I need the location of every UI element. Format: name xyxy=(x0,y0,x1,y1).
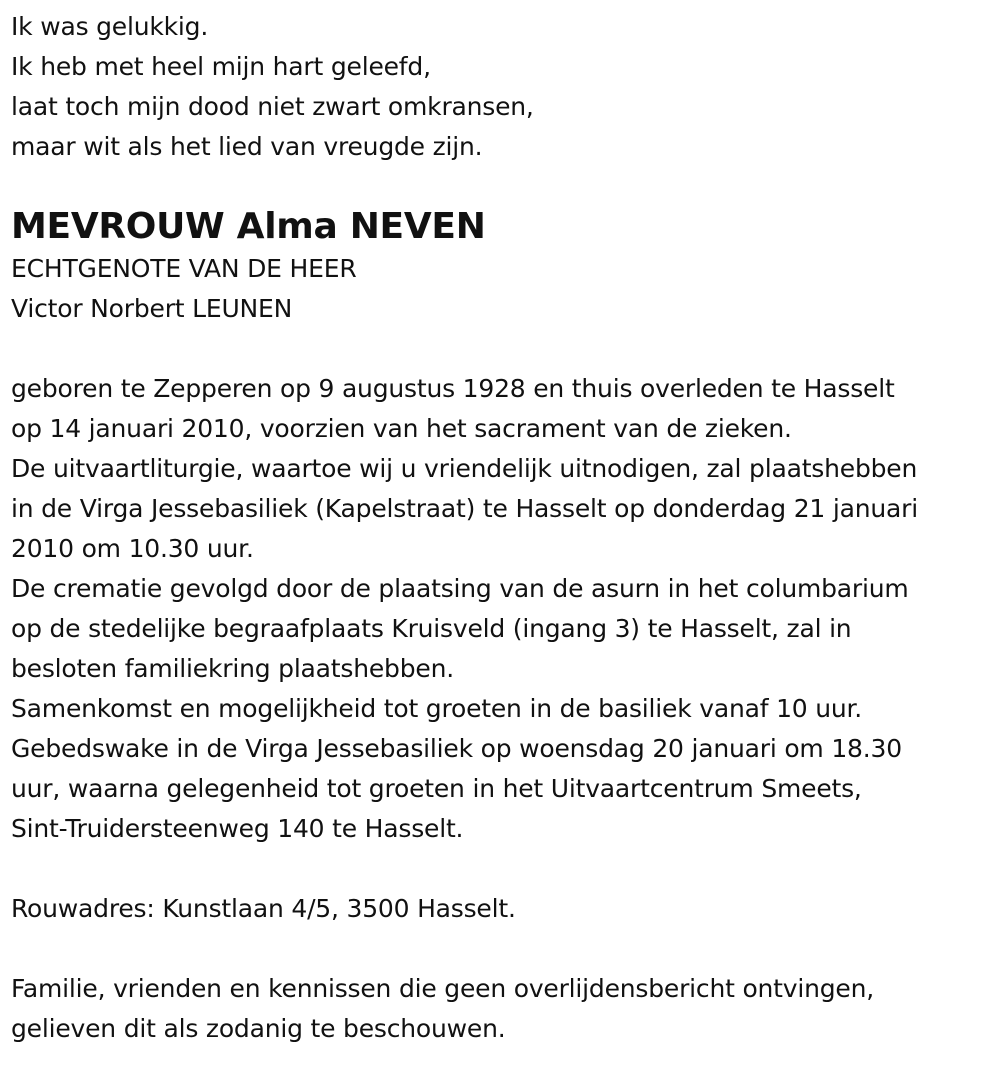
announcement-line: uur, waarna gelegenheid tot groeten in het Uitvaartcentrum Smeets, xyxy=(11,774,862,803)
announcement-line: in de Virga Jessebasiliek (Kapelstraat) te Hasselt op donderdag 21 januari xyxy=(11,494,918,523)
spacer xyxy=(11,329,1000,369)
poem-line: Ik was gelukkig. xyxy=(11,12,209,41)
closing-line: gelieven dit als zodanig te beschouwen. xyxy=(11,1014,506,1043)
mourning-address xyxy=(11,889,1000,929)
spouse-name: Victor Norbert LEUNEN xyxy=(11,294,293,323)
announcement-line: De crematie gevolgd door de plaatsing van de asurn in het columbarium xyxy=(11,574,909,603)
deceased-name: MEVROUW Alma NEVEN xyxy=(11,206,486,247)
heading-block xyxy=(11,203,1000,329)
announcement-line: geboren te Zepperen op 9 augustus 1928 en thuis overleden te Hasselt xyxy=(11,374,895,403)
announcement-line: Sint-Truidersteenweg 140 te Hasselt. xyxy=(11,814,464,843)
mourning-address-line: Rouwadres: Kunstlaan 4/5, 3500 Hasselt. xyxy=(11,894,516,923)
closing-note xyxy=(11,969,1000,1049)
spacer xyxy=(11,849,1000,889)
announcement-line: besloten familiekring plaatshebben. xyxy=(11,654,454,683)
announcement-line: Samenkomst en mogelijkheid tot groeten in de basiliek vanaf 10 uur. xyxy=(11,694,863,723)
poem-line: laat toch mijn dood niet zwart omkransen, xyxy=(11,92,534,121)
announcement-line: 2010 om 10.30 uur. xyxy=(11,534,254,563)
announcement-text xyxy=(11,369,1000,849)
announcement-line: op de stedelijke begraafplaats Kruisveld (ingang 3) te Hasselt, zal in xyxy=(11,614,852,643)
closing-line: Familie, vrienden en kennissen die geen overlijdensbericht ontvingen, xyxy=(11,974,875,1003)
announcement-line: Gebedswake in de Virga Jessebasiliek op woensdag 20 januari om 18.30 xyxy=(11,734,902,763)
announcement-line: op 14 januari 2010, voorzien van het sacrament van de zieken. xyxy=(11,414,792,443)
poem xyxy=(11,7,1000,167)
relation-label: ECHTGENOTE VAN DE HEER xyxy=(11,254,357,283)
spacer xyxy=(11,929,1000,969)
announcement-line: De uitvaartliturgie, waartoe wij u vriendelijk uitnodigen, zal plaatshebben xyxy=(11,454,918,483)
poem-line: maar wit als het lied van vreugde zijn. xyxy=(11,132,483,161)
poem-line: Ik heb met heel mijn hart geleefd, xyxy=(11,52,431,81)
